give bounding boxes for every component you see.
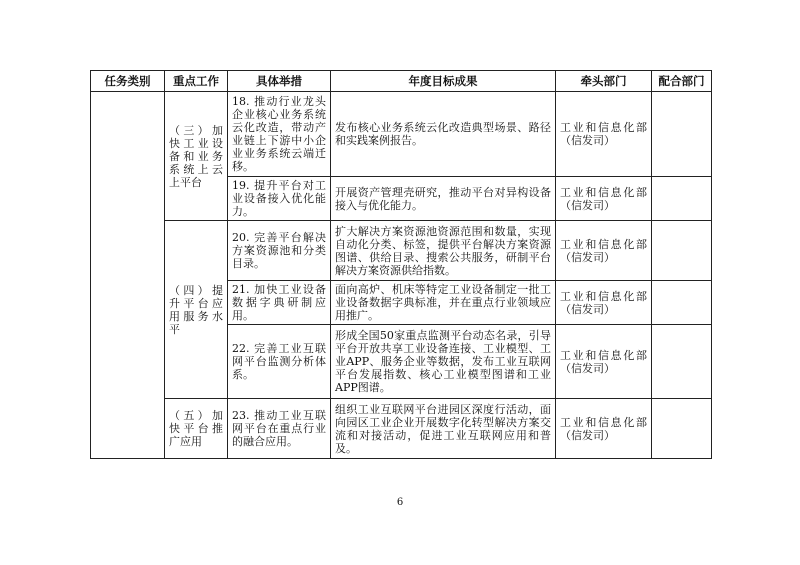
focus-cell: （四）提升平台应用服务水平 [165,221,228,399]
goal-cell: 开展资产管理壳研究，推动平台对异构设备接入与优化能力。 [331,177,556,221]
measure-cell: 21. 加快工业设备数据字典研制应用。 [228,281,331,325]
coop-dept-cell [652,399,712,459]
measure-cell: 22. 完善工业互联网平台监测分析体系。 [228,325,331,399]
coop-dept-cell [652,221,712,281]
header-goal: 年度目标成果 [331,71,556,92]
measure-cell: 20. 完善平台解决方案资源池和分类目录。 [228,221,331,281]
measures-table [90,70,712,459]
coop-dept-cell [652,92,712,177]
goal-cell: 发布核心业务系统云化改造典型场景、路径和实践案例报告。 [331,92,556,177]
measure-cell: 23. 推动工业互联网平台在重点行业的融合应用。 [228,399,331,459]
header-category: 任务类别 [91,71,165,92]
goal-cell: 扩大解决方案资源池资源范围和数量，实现自动化分类、标签，提供平台解决方案资源图谱、供给目录、搜索公共服务，研制平台解决方案资源供给指数。 [331,221,556,281]
header-coop-dept: 配合部门 [652,71,712,92]
page-number: 6 [396,497,404,508]
lead-dept-cell: 工业和信息化部（信发司） [556,325,652,399]
lead-dept-cell: 工业和信息化部（信发司） [556,399,652,459]
table-row [91,399,712,459]
goal-cell: 组织工业互联网平台进园区深度行活动，面向园区工业企业开展数字化转型解决方案交流和对接活动，促进工业互联网应用和普及。 [331,399,556,459]
measure-cell: 19. 提升平台对工业设备接入优化能力。 [228,177,331,221]
lead-dept-cell: 工业和信息化部（信发司） [556,177,652,221]
coop-dept-cell [652,325,712,399]
category-cell [91,92,165,459]
goal-cell: 面向高炉、机床等特定工业设备制定一批工业设备数据字典标准，并在重点行业领域应用推广。 [331,281,556,325]
header-focus: 重点工作 [165,71,228,92]
focus-cell: （五）加快平台推广应用 [165,399,228,459]
header-lead-dept: 牵头部门 [556,71,652,92]
focus-cell: （三）加快工业设备和业务系统上云上平台 [165,92,228,221]
measure-cell: 18. 推动行业龙头企业核心业务系统云化改造，带动产业链上下游中小企业业务系统云端迁移。 [228,92,331,177]
lead-dept-cell: 工业和信息化部（信发司） [556,221,652,281]
lead-dept-cell: 工业和信息化部（信发司） [556,92,652,177]
coop-dept-cell [652,177,712,221]
table-row [91,221,712,281]
table-row [91,92,712,177]
goal-cell: 形成全国50家重点监测平台动态名录，引导平台开放共享工业设备连接、工业模型、工业APP、服务企业等数据，发布工业互联网平台发展指数、核心工业模型图谱和工业APP图谱。 [331,325,556,399]
header-row [91,71,712,92]
header-measure: 具体举措 [228,71,331,92]
coop-dept-cell [652,281,712,325]
lead-dept-cell: 工业和信息化部（信发司） [556,281,652,325]
